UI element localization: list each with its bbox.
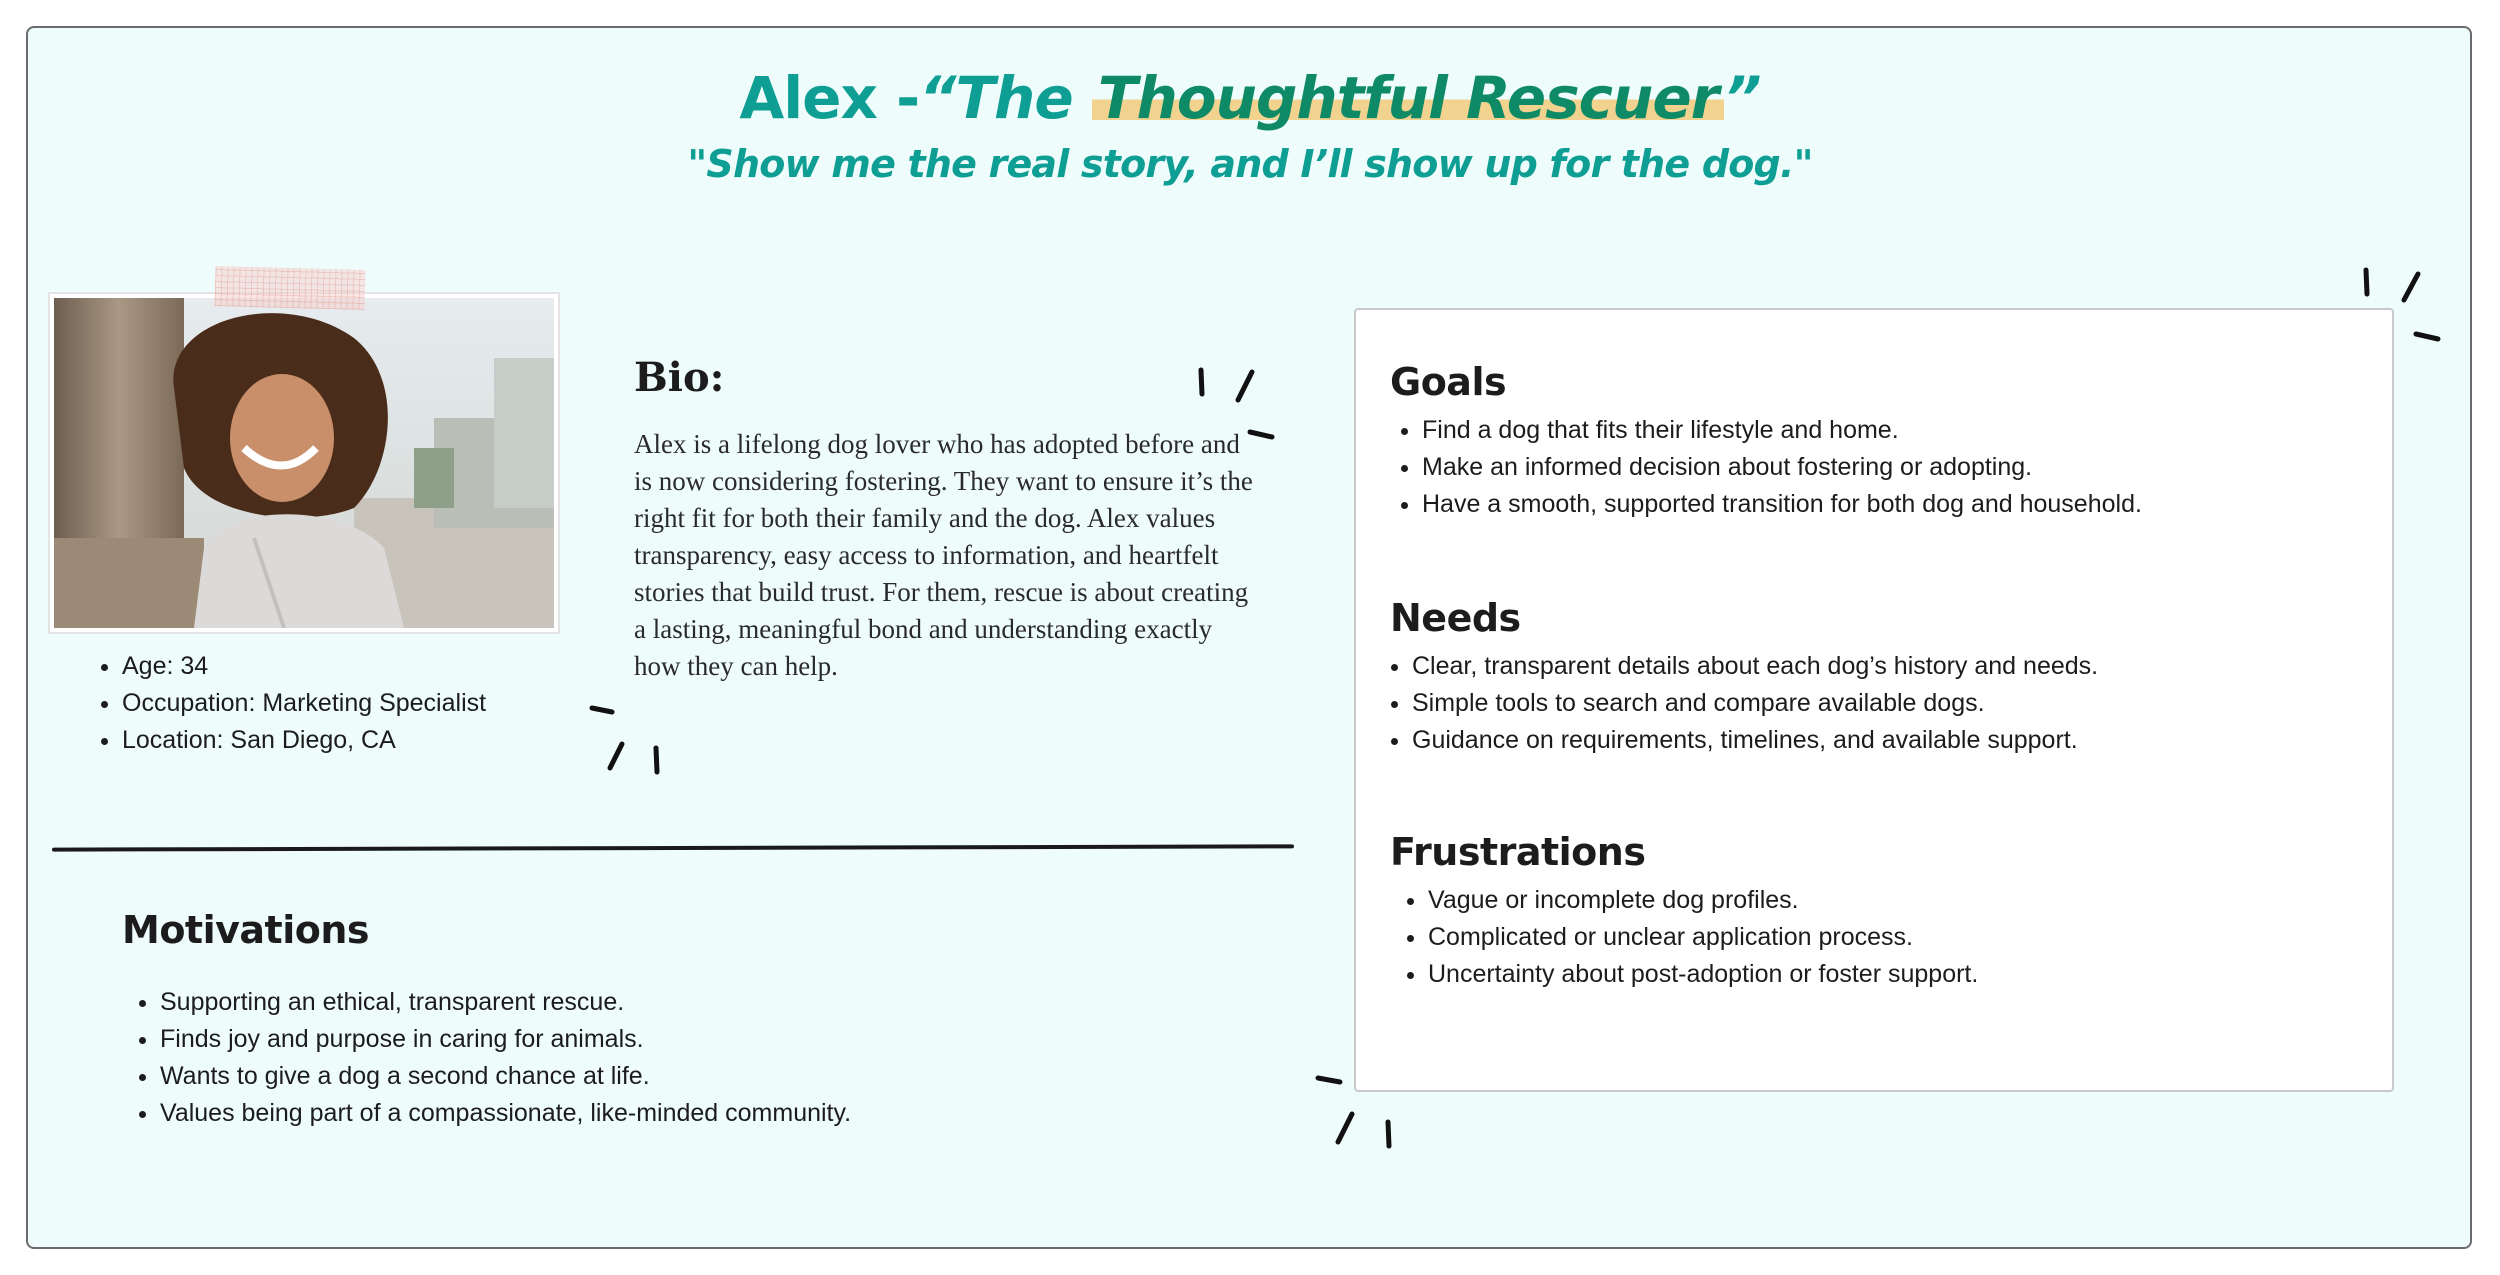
quote-open: “The [919,64,1092,132]
bio-text: Alex is a lifelong dog lover who has adopted before and is now considering fostering. They want to ensure it’s the right fit for both their family and the dog. Alex values transparency, easy access to information, and heartfelt stories that build trust. For them, rescue is about creating a lasting, meaningful bond and understanding exactly how they can help. [634,429,1253,681]
fact-occupation: • Occupation: Marketing Specialist [122,685,486,722]
needs-heading: Needs [1390,596,1521,640]
fact-age: • Age: 34 [122,648,486,685]
persona-tagline: "Show me the real story, and I’ll show up for the dog." [687,142,1813,186]
list-item: • Clear, transparent details about each dog’s history and needs. [1412,648,2098,685]
goals-needs-frustrations-card [1354,308,2394,1092]
list-item: • Vague or incomplete dog profiles. [1428,882,1978,919]
list-item: • Find a dog that fits their lifestyle and home. [1422,412,2142,449]
motivations-heading: Motivations [122,908,369,952]
frustrations-heading: Frustrations [1390,830,1646,874]
list-item: • Supporting an ethical, transparent rescue. [160,984,851,1021]
list-item: • Have a smooth, supported transition for both dog and household. [1422,486,2142,523]
quote-close: ” [1724,64,1761,132]
tape-decoration [215,266,366,310]
list-item: • Guidance on requirements, timelines, and available support. [1412,722,2098,759]
list-item: • Simple tools to search and compare available dogs. [1412,685,2098,722]
list-item: • Complicated or unclear application process. [1428,919,1978,956]
list-item: • Values being part of a compassionate, like-minded community. [160,1095,851,1132]
frustrations-list [1398,882,1978,993]
profile-photo-frame [48,292,560,634]
list-item: • Uncertainty about post-adoption or foster support. [1428,956,1978,993]
fact-location: • Location: San Diego, CA [122,722,486,759]
persona-facts-list [92,648,486,759]
persona-archetype-highlight: Thoughtful Rescuer [1092,64,1724,132]
list-item: • Wants to give a dog a second chance at life. [160,1058,851,1095]
list-item: • Make an informed decision about fostering or adopting. [1422,449,2142,486]
persona-name: Alex - [739,64,920,132]
motivations-list [130,984,851,1132]
goals-heading: Goals [1390,360,1507,404]
bio-heading: Bio: [634,354,725,401]
list-item: • Finds joy and purpose in caring for animals. [160,1021,851,1058]
profile-photo [54,298,554,628]
profile-photo-illustration [54,298,554,628]
persona-title [0,64,2500,132]
needs-list [1382,648,2098,759]
goals-list [1392,412,2142,523]
